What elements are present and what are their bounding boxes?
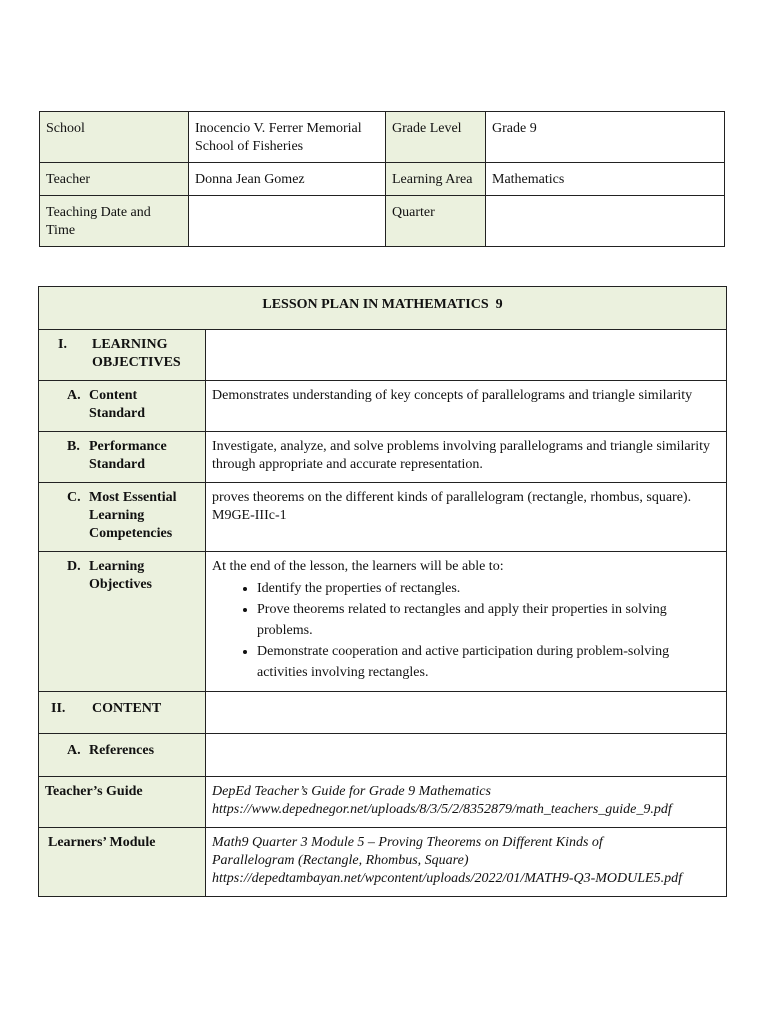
- grade-level-value: Grade 9: [486, 112, 725, 163]
- lesson-plan-title: LESSON PLAN IN MATHEMATICS 9: [39, 287, 727, 330]
- section-content-value: [206, 692, 727, 734]
- list-item: • Prove theorems related to rectangles and apply their properties in solving problems.: [257, 599, 720, 641]
- section-learning-objectives-label: I. LEARNING OBJECTIVES: [39, 330, 206, 381]
- school-value: Inocencio V. Ferrer Memorial School of Fisheries: [189, 112, 386, 163]
- teachers-guide-label: Teacher’s Guide: [39, 777, 206, 828]
- section-learning-objectives-value: [206, 330, 727, 381]
- teacher-value: Donna Jean Gomez: [189, 163, 386, 196]
- teacher-label: Teacher: [40, 163, 189, 196]
- quarter-value: [486, 196, 725, 247]
- teachers-guide-title: DepEd Teacher’s Guide for Grade 9 Mathematics: [212, 784, 491, 799]
- lesson-plan-table: [38, 286, 727, 897]
- references-label: A. References: [39, 734, 206, 777]
- melc-label: C. Most Essential Learning Competencies: [39, 483, 206, 552]
- learning-area-label: Learning Area: [386, 163, 486, 196]
- teachers-guide-value: [206, 777, 727, 828]
- learners-module-value: [206, 828, 727, 897]
- performance-standard-label: B. Performance Standard: [39, 432, 206, 483]
- objectives-list: [212, 578, 720, 683]
- learners-module-link[interactable]: https://depedtambayan.net/wpcontent/uploads/2022/01/MATH9-Q3-MODULE5.pdf: [212, 871, 682, 886]
- performance-standard-value: Investigate, analyze, and solve problems involving parallelograms and triangle similarity through appropriate and accurate representation.: [206, 432, 727, 483]
- list-item: • Demonstrate cooperation and active participation during problem-solving activities involving rectangles.: [257, 641, 720, 683]
- teachers-guide-link[interactable]: https://www.depednegor.net/uploads/8/3/5/2/8352879/math_teachers_guide_9.pdf: [212, 802, 672, 817]
- teaching-date-value: [189, 196, 386, 247]
- teaching-date-label: Teaching Date and Time: [40, 196, 189, 247]
- learning-area-value: Mathematics: [486, 163, 725, 196]
- learners-module-label: Learners’ Module: [39, 828, 206, 897]
- references-value: [206, 734, 727, 777]
- content-standard-value: Demonstrates understanding of key concepts of parallelograms and triangle similarity: [206, 381, 727, 432]
- school-info-table: [39, 111, 725, 247]
- grade-level-label: Grade Level: [386, 112, 486, 163]
- objectives-intro: At the end of the lesson, the learners will be able to:: [212, 559, 504, 574]
- quarter-label: Quarter: [386, 196, 486, 247]
- learning-objectives-value: [206, 552, 727, 692]
- learners-module-title: Math9 Quarter 3 Module 5 – Proving Theorems on Different Kinds of Parallelogram (Rectangle, Rhombus, Square): [212, 835, 603, 868]
- section-content-label: II. CONTENT: [39, 692, 206, 734]
- melc-value: proves theorems on the different kinds of parallelogram (rectangle, rhombus, square). M9GE-IIIc-1: [206, 483, 727, 552]
- content-standard-label: A. Content Standard: [39, 381, 206, 432]
- learning-objectives-label: D. Learning Objectives: [39, 552, 206, 692]
- list-item: • Identify the properties of rectangles.: [257, 578, 720, 599]
- school-label: School: [40, 112, 189, 163]
